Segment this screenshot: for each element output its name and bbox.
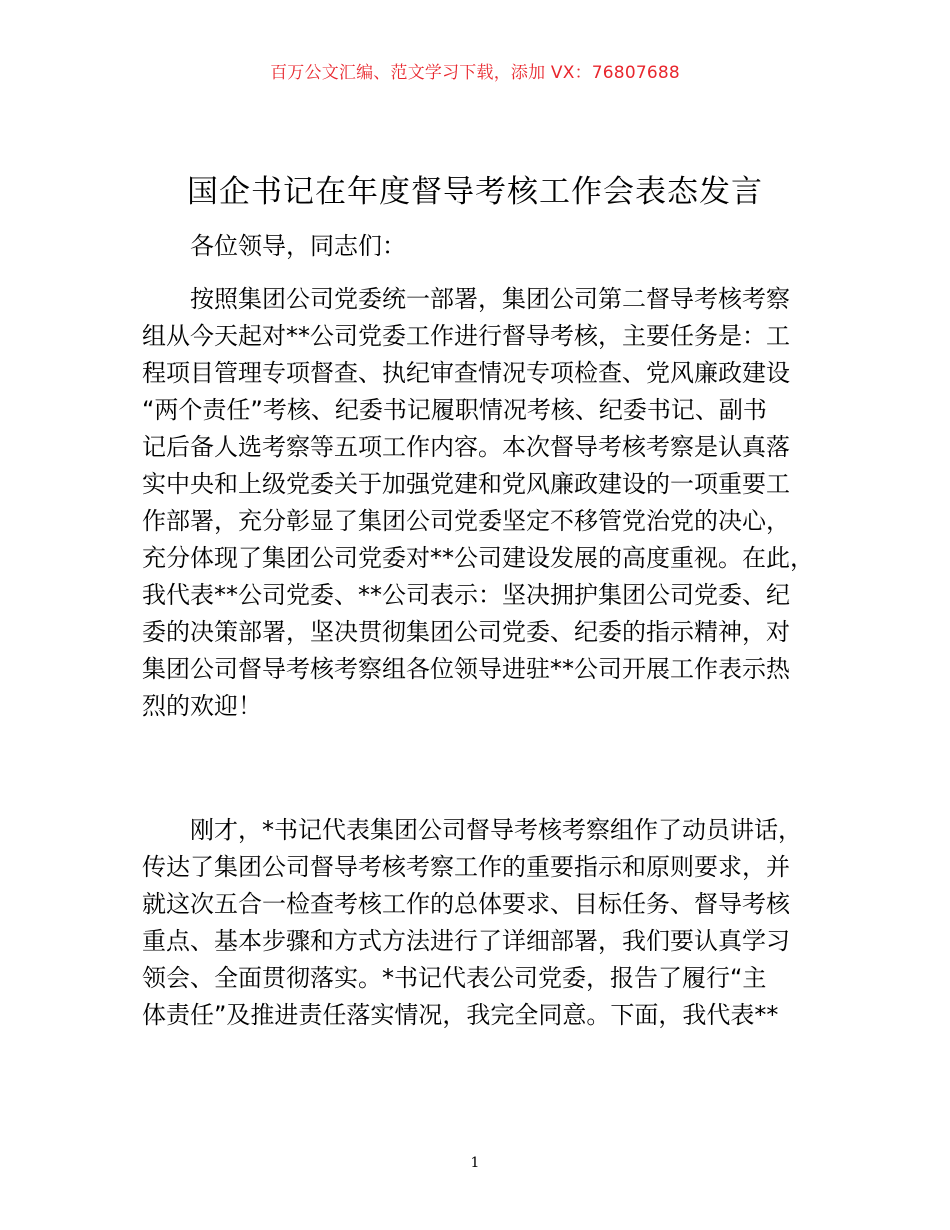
- paragraph-1-line: 我代表**公司党委、**公司表示：坚决拥护集团公司党委、纪: [142, 581, 790, 609]
- paragraph-2-line: 重点、基本步骤和方式方法进行了详细部署，我们要认真学习: [142, 927, 790, 955]
- paragraph-1-line: 烈的欢迎！: [142, 692, 262, 720]
- paragraph-1-line: “两个责任”考核、纪委书记履职情况考核、纪委书记、副书: [142, 396, 767, 424]
- paragraph-1-line: 委的决策部署，坚决贯彻集团公司党委、纪委的指示精神，对: [142, 618, 790, 646]
- header-banner: 百万公文汇编、范文学习下载，添加 VX：76807688: [270, 63, 680, 83]
- paragraph-1-line: 作部署，充分彰显了集团公司党委坚定不移管党治党的决心，: [142, 507, 790, 535]
- paragraph-2-line: 体责任”及推进责任落实情况，我完全同意。下面，我代表**: [142, 1001, 779, 1029]
- paragraph-1-line: 实中央和上级党委关于加强党建和党风廉政建设的一项重要工: [142, 470, 790, 498]
- paragraph-2: [142, 812, 832, 1034]
- paragraph-1: [142, 281, 832, 725]
- paragraph-1-line: 充分体现了集团公司党委对**公司建设发展的高度重视。在此，: [142, 544, 814, 572]
- paragraph-1-line: 记后备人选考察等五项工作内容。本次督导考核考察是认真落: [142, 433, 790, 461]
- page-number: 1: [470, 1155, 480, 1171]
- paragraph-2-line: 刚才，*书记代表集团公司督导考核考察组作了动员讲话，: [190, 816, 802, 844]
- paragraph-2-line: 领会、全面贯彻落实。*书记代表公司党委，报告了履行“主: [142, 964, 767, 992]
- salutation: 各位领导，同志们：: [190, 232, 406, 260]
- paragraph-1-line: 程项目管理专项督查、执纪审查情况专项检查、党风廉政建设: [142, 359, 790, 387]
- paragraph-1-line: 集团公司督导考核考察组各位领导进驻**公司开展工作表示热: [142, 655, 790, 683]
- paragraph-2-line: 就这次五合一检查考核工作的总体要求、目标任务、督导考核: [142, 890, 790, 918]
- paragraph-2-line: 传达了集团公司督导考核考察工作的重要指示和原则要求，并: [142, 853, 790, 881]
- paragraph-1-line: 组从今天起对**公司党委工作进行督导考核，主要任务是：工: [142, 322, 790, 350]
- document-title: 国企书记在年度督导考核工作会表态发言: [187, 174, 763, 210]
- paragraph-1-line: 按照集团公司党委统一部署，集团公司第二督导考核考察: [190, 285, 790, 313]
